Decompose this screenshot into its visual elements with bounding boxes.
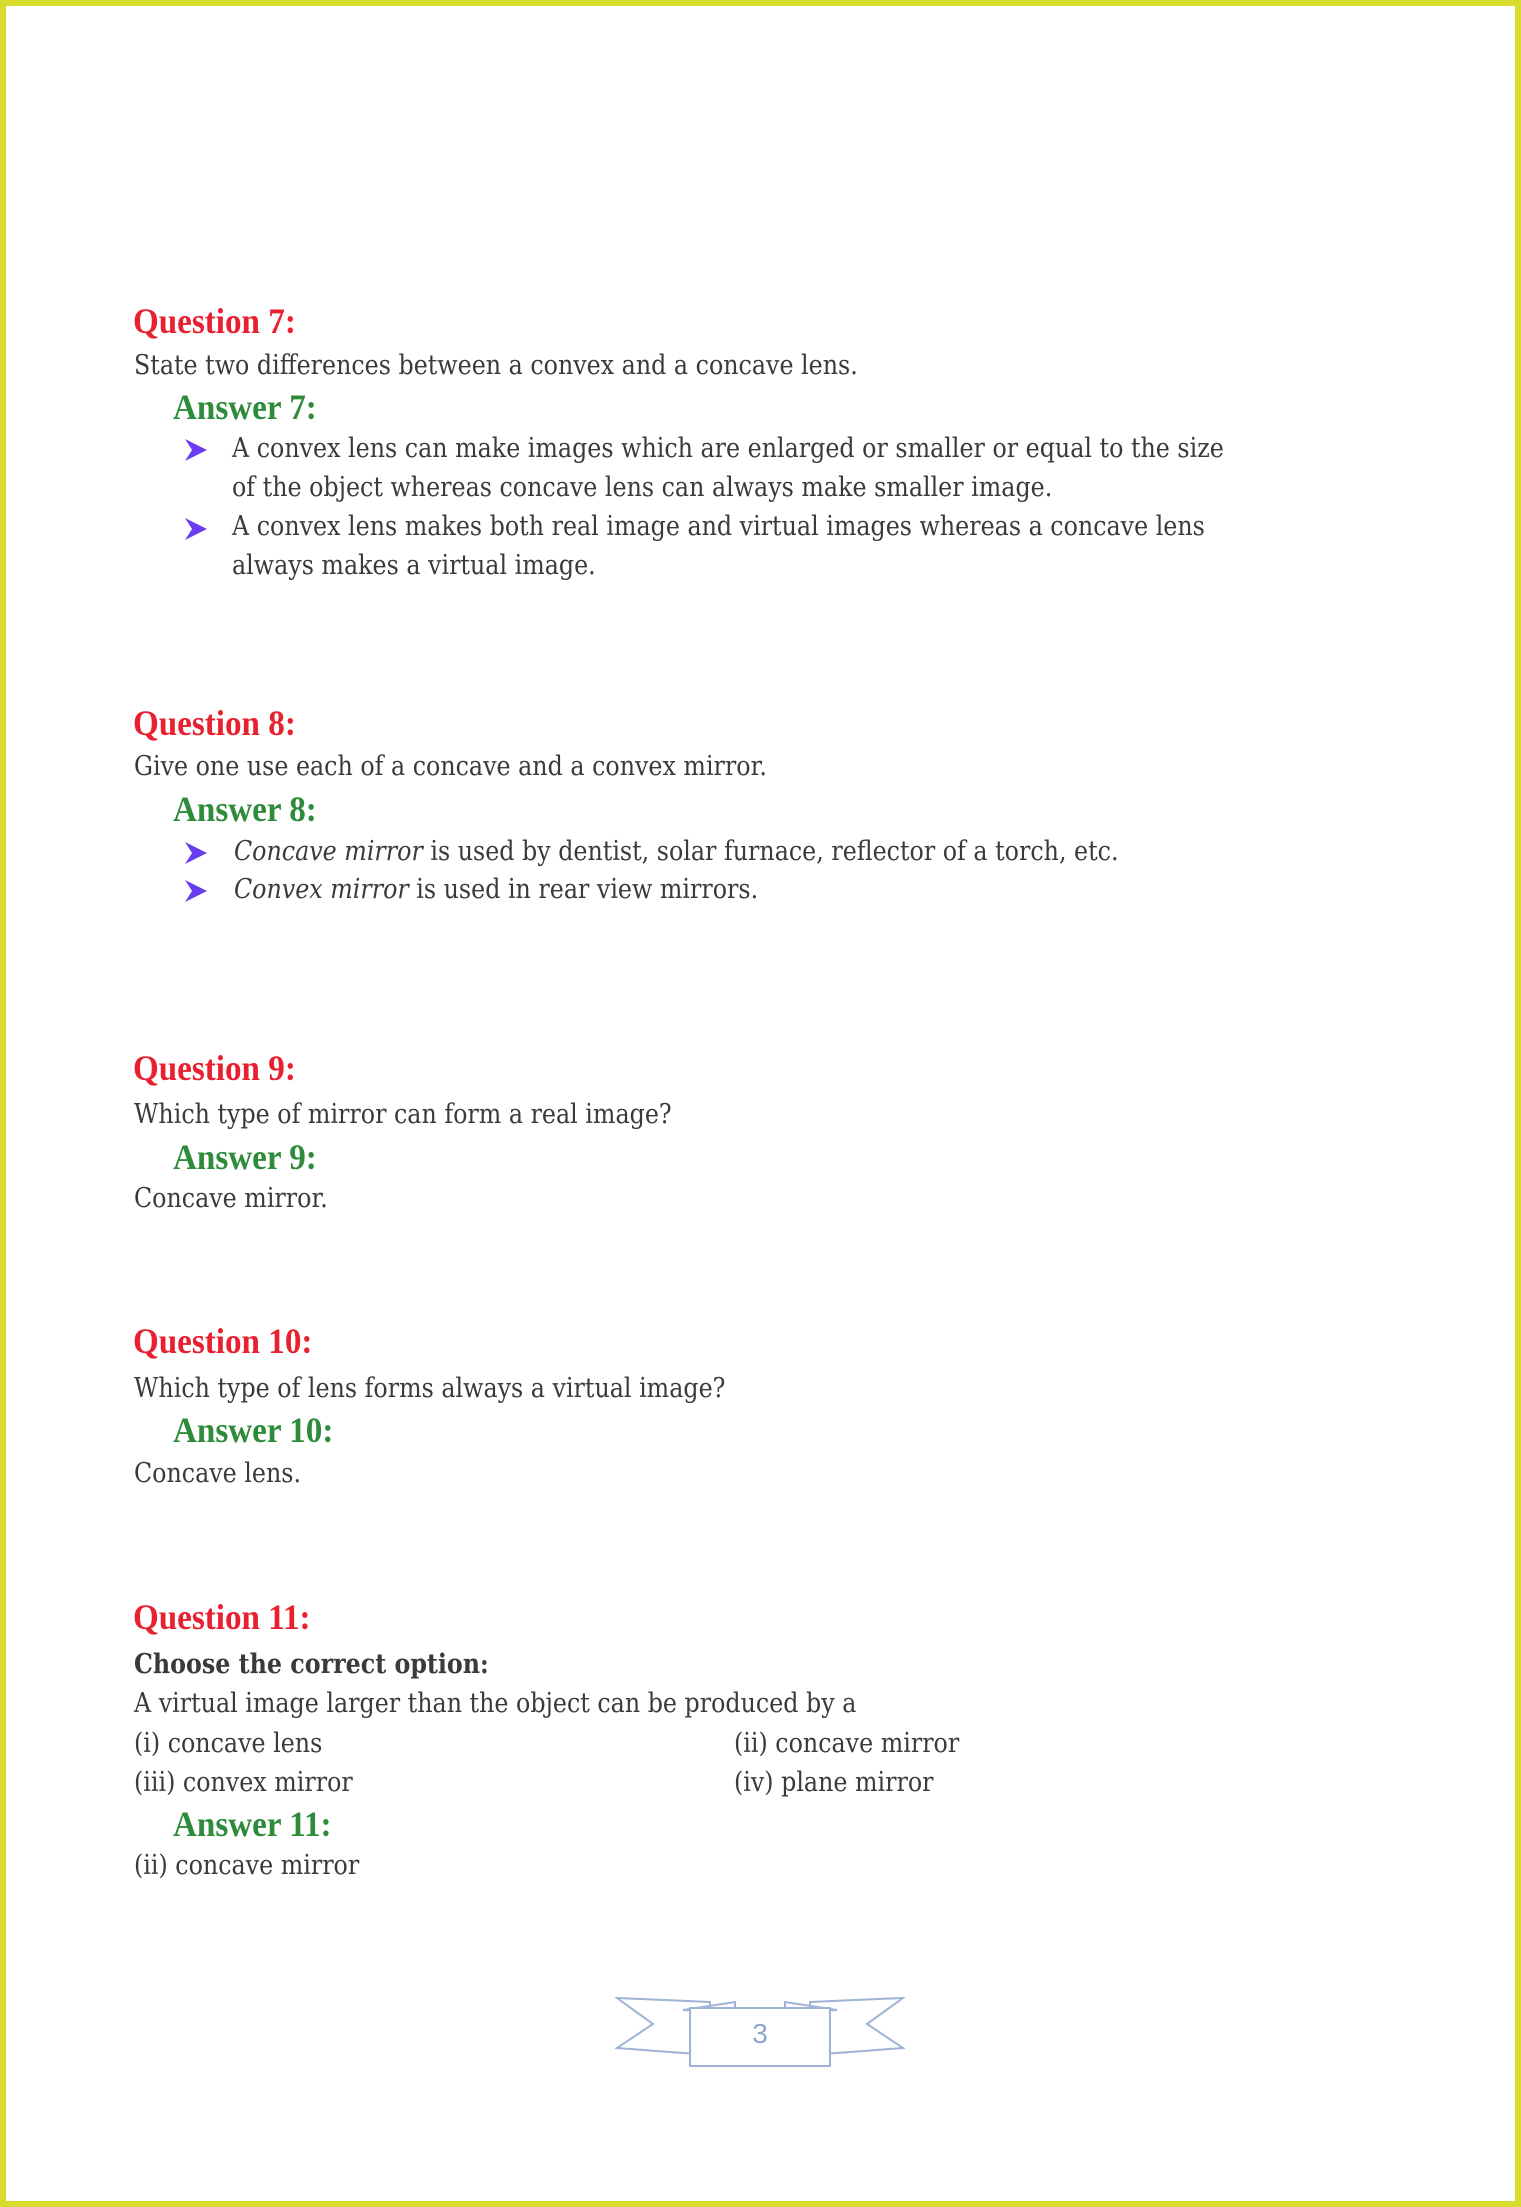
question-10-heading: Question 10: [133,1321,313,1361]
option-i: (i) concave lens [134,1728,323,1759]
answer-8-bullet-1-text: is used by dentist, solar furnace, reflector of a torch, etc. [422,836,1119,867]
answer-8-bullet-2-text: is used in rear view mirrors. [408,874,759,905]
arrowhead-bullet-icon [183,437,209,463]
option-iii: (iii) convex mirror [134,1767,353,1798]
question-7-heading: Question 7: [133,301,296,341]
arrowhead-bullet-icon [183,878,209,904]
answer-10-text: Concave lens. [134,1458,302,1489]
option-ii: (ii) concave mirror [734,1728,960,1759]
question-11-instruction: Choose the correct option: [134,1649,489,1680]
question-11-heading: Question 11: [133,1597,311,1637]
question-11-text: A virtual image larger than the object can be produced by a [134,1688,857,1719]
question-8-text: Give one use each of a concave and a convex mirror. [134,751,767,782]
answer-8-bullet-1 [234,836,1119,867]
answer-10-heading: Answer 10: [173,1410,334,1450]
question-9-heading: Question 9: [133,1048,296,1088]
option-iv: (iv) plane mirror [734,1767,934,1798]
question-7-text: State two differences between a convex and a concave lens. [134,350,858,381]
answer-8-heading: Answer 8: [173,789,317,829]
answer-8-bullet-2 [234,874,758,905]
term-concave-mirror: Concave mirror [234,836,423,867]
answer-7-bullet-1-line-2: of the object whereas concave lens can always make smaller image. [232,472,1053,503]
answer-9-heading: Answer 9: [173,1137,317,1177]
page-number: 3 [752,2018,768,2049]
arrowhead-bullet-icon [183,516,209,542]
answer-9-text: Concave mirror. [134,1183,328,1214]
answer-11-heading: Answer 11: [173,1804,332,1844]
question-10-text: Which type of lens forms always a virtual image? [134,1373,726,1404]
question-8-heading: Question 8: [133,703,296,743]
answer-7-heading: Answer 7: [173,387,317,427]
answer-7-bullet-2-line-2: always makes a virtual image. [232,550,596,581]
arrowhead-bullet-icon [183,840,209,866]
answer-11-text: (ii) concave mirror [134,1850,360,1881]
question-9-text: Which type of mirror can form a real image? [134,1099,672,1130]
answer-7-bullet-2-line-1: A convex lens makes both real image and virtual images whereas a concave lens [232,511,1205,542]
answer-7-bullet-1-line-1: A convex lens can make images which are enlarged or smaller or equal to the size [232,433,1224,464]
term-convex-mirror: Convex mirror [234,874,409,905]
